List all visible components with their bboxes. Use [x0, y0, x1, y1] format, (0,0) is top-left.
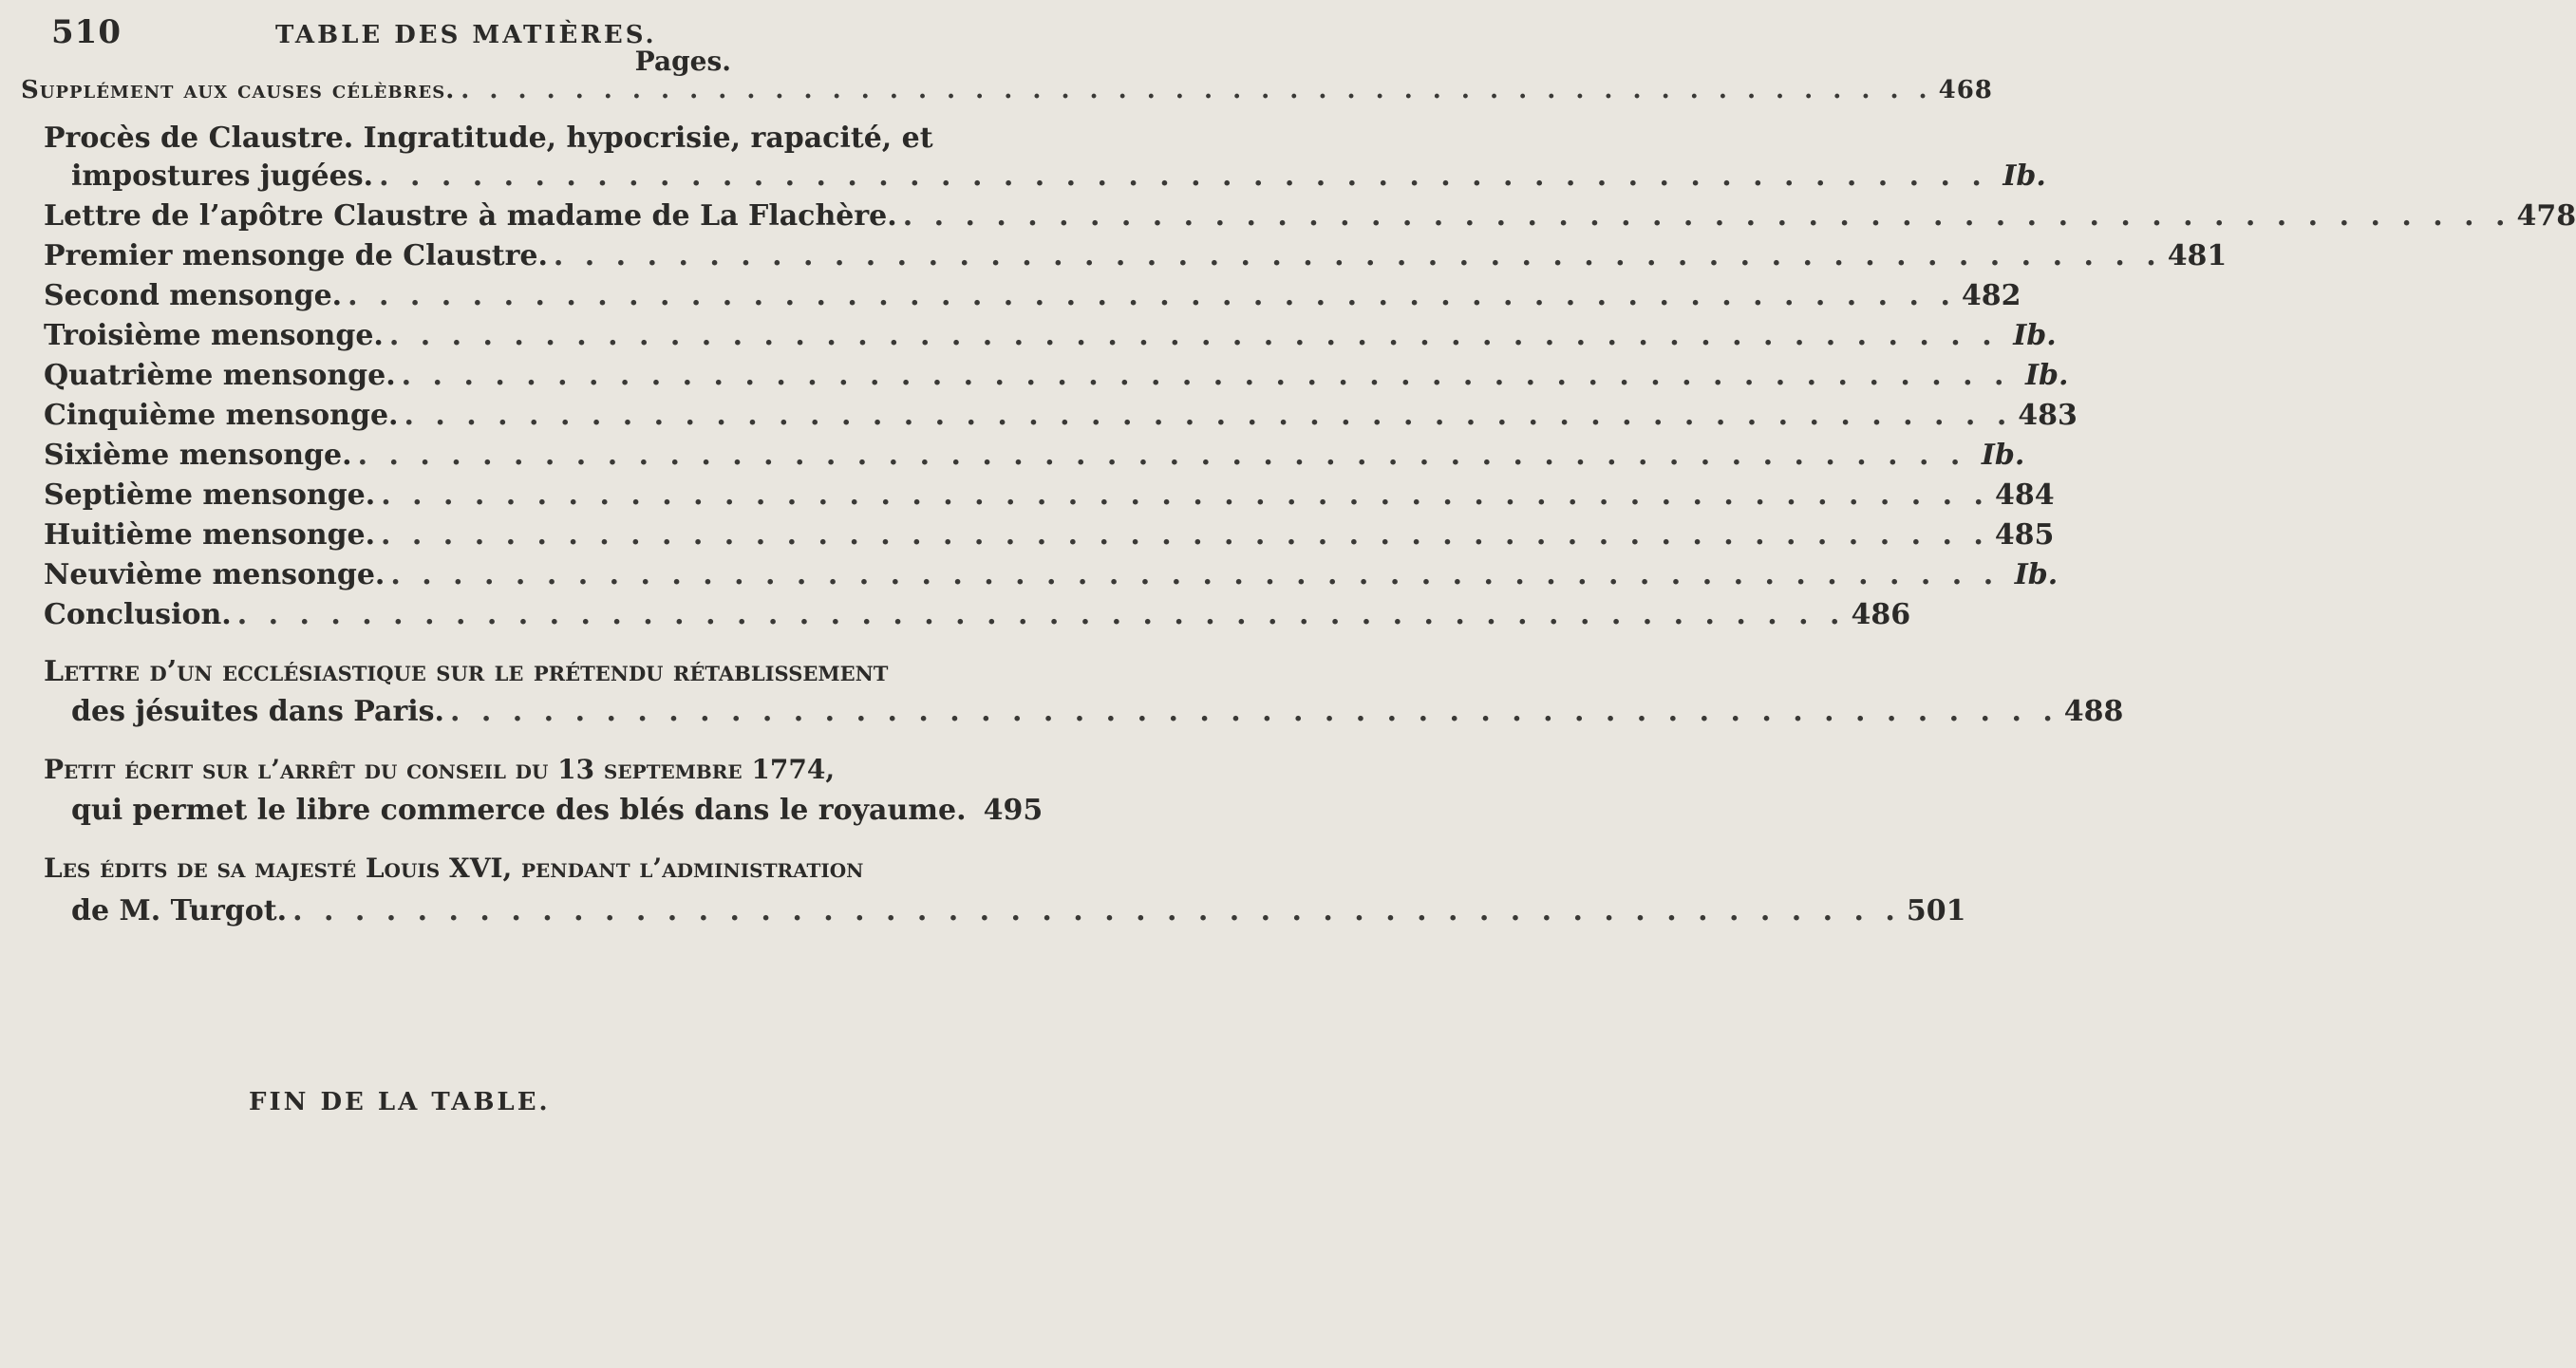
toc-entry: qui permet le libre commerce des blés dans le royaume. 495 [71, 794, 1044, 827]
toc-entry: Premier mensonge de Claustre. . . . 481 [44, 239, 743, 272]
toc-entry: Septième mensonge. . . . 484 [44, 478, 743, 512]
running-title: TABLE DES MATIÈRES. [275, 21, 657, 49]
toc-entry-line1: Lettre d’un ecclésiastique sur le prétendu rétablissement [44, 655, 889, 688]
toc-entry: Conclusion. . . . 486 [44, 598, 743, 631]
end-of-table: FIN DE LA TABLE. [249, 1088, 551, 1116]
toc-entry: Second mensonge. . . . 482 [44, 279, 743, 312]
toc-entry: Quatrième mensonge. . . . Ib. [44, 359, 743, 392]
toc-entry: Cinquième mensonge. . . . 483 [44, 399, 743, 432]
toc-entry: de M. Turgot. . . . 501 [71, 894, 743, 928]
toc-entry-line1: Procès de Claustre. Ingratitude, hypocrisie, rapacité, et [44, 122, 933, 155]
toc-entry: impostures jugées. . . . Ib. [71, 159, 743, 193]
page-number: 510 [51, 13, 122, 51]
pages-column-label: Pages. [634, 46, 731, 77]
toc-entry: des jésuites dans Paris. . . . 488 [71, 695, 743, 728]
toc-entry: Troisième mensonge. . . . Ib. [44, 319, 743, 352]
toc-entry: Neuvième mensonge. . . . Ib. [44, 558, 743, 591]
toc-entry: Huitième mensonge. . . . 485 [44, 518, 743, 552]
toc-entry-line1: Les édits de sa majesté Louis XVI, pendant l’administration [44, 853, 864, 884]
toc-entry: Supplément aux causes célèbres. . . . 468 [21, 76, 743, 104]
toc-entry: Lettre de l’apôtre Claustre à madame de La Flachère. . . . 478 [44, 199, 743, 233]
toc-entry: Sixième mensonge. . . . Ib. [44, 439, 743, 472]
toc-entry-line1: Petit écrit sur l’arrêt du conseil du 13 septembre 1774, [44, 754, 836, 785]
